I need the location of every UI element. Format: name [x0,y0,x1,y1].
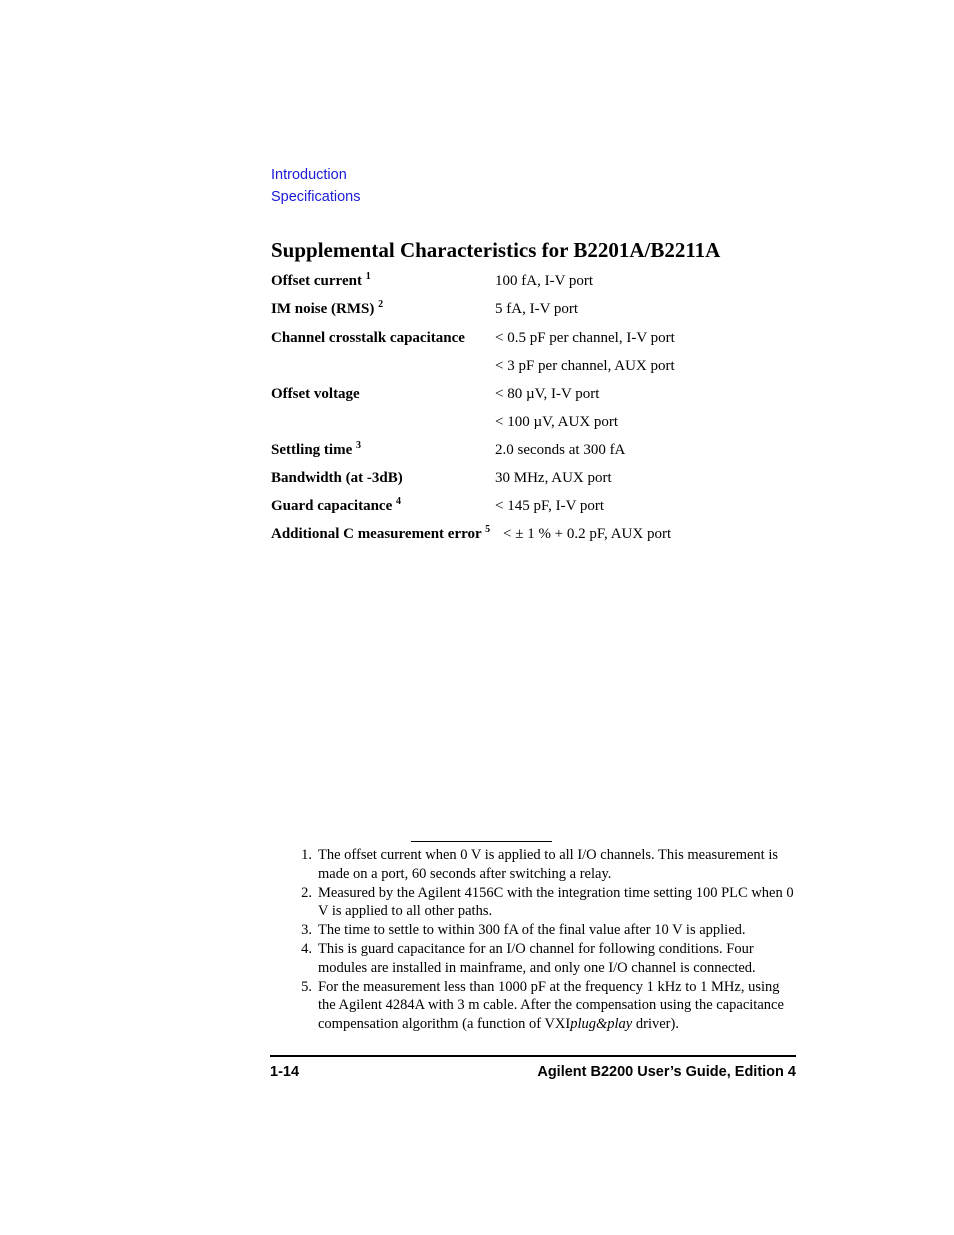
footnote-item [296,978,796,1034]
footer-title: Agilent B2200 User’s Guide, Edition 4 [537,1064,796,1080]
footnote-item [296,884,796,922]
footnote-ref: 4 [396,496,401,507]
footnote-number: 5. [301,978,312,995]
spec-row-offset-voltage [271,383,811,405]
footnote-ref: 3 [355,440,361,451]
spec-value: 5 fA, I-V port [495,301,579,317]
spec-row-offset-current [271,270,811,292]
spec-label: IM noise (RMS) $^2$ [271,299,384,317]
footnote-number: 3. [301,922,312,939]
footnote-item [296,940,796,978]
spec-value: < 80 µV, I-V port [495,386,600,402]
footnote-text: Measured by the Agilent 4156C with the integration time setting 100 PLC when 0 V is applied to all other paths. [318,884,794,920]
spec-row-bandwidth [271,467,811,489]
footnote-ref: 2 [378,299,384,310]
footnote-ref: 5 [485,524,491,535]
footnote-text: The time to settle to within 300 fA of the final value after 10 V is applied. [318,922,746,939]
spec-row-offset-voltage-aux [271,411,811,433]
footer-rule [270,1055,796,1057]
spec-value: 100 fA, I-V port [495,273,594,289]
breadcrumb-link-introduction[interactable]: Introduction [271,167,347,183]
spec-value: < ± 1 % + 0.2 pF, AUX port [503,526,672,542]
spec-value: < 0.5 pF per channel, I-V port [495,330,675,346]
section-heading: Supplemental Characteristics for B2201A/B2211A [271,238,721,262]
spec-value: < 3 pF per channel, AUX port [495,358,675,374]
spec-label: Channel crosstalk capacitance [271,330,465,346]
footnote-text: The offset current when 0 V is applied to all I/O channels. This measurement is made on a port, 60 seconds after switching a relay. [318,847,778,882]
footnote-item [296,846,796,884]
spec-row-additional-c-error [271,523,811,545]
footnote-divider [411,841,552,842]
footnote-number: 2. [301,884,312,901]
spec-value: < 100 µV, AUX port [495,414,619,430]
footnote-number: 1. [301,847,312,863]
page-number: 1-14 [270,1064,300,1080]
spec-value: < 145 pF, I-V port [495,498,605,514]
footnote-text: For the measurement less than 1000 pF at the frequency 1 kHz to 1 MHz, using the Agilent 4284A with 3 m cable. After the compensation using the capacitance compensation algorithm (a function of VXIplug&play driver). [318,978,784,1033]
footnote-item [296,921,796,940]
spec-label: Guard capacitance $^4$ [271,496,401,514]
footnote-italic: plug&play [570,1016,633,1033]
footnote-ref: 1 [365,271,371,282]
spec-label: Additional C measurement error $^5$ [271,524,491,542]
footnotes-list [296,846,796,1034]
spec-label: Settling time $^3$ [271,440,361,458]
spec-row-channel-crosstalk-aux [271,355,811,377]
spec-label: Offset voltage [271,386,360,402]
spec-label: Offset current $^1$ [271,271,371,289]
spec-row-guard-capacitance [271,495,811,517]
spec-row-im-noise [271,298,811,320]
spec-label: Bandwidth (at -3dB) [271,470,403,486]
spec-value: 2.0 seconds at 300 fA [495,442,626,458]
spec-row-settling-time [271,439,811,461]
spec-row-channel-crosstalk [271,327,811,349]
footnote-text: This is guard capacitance for an I/O channel for following conditions. Four modules are installed in mainframe, and only one I/O channel is connected. [318,940,756,976]
footnote-number: 4. [301,940,312,957]
spec-value: 30 MHz, AUX port [495,470,612,486]
breadcrumb-link-specifications[interactable]: Specifications [271,189,361,205]
